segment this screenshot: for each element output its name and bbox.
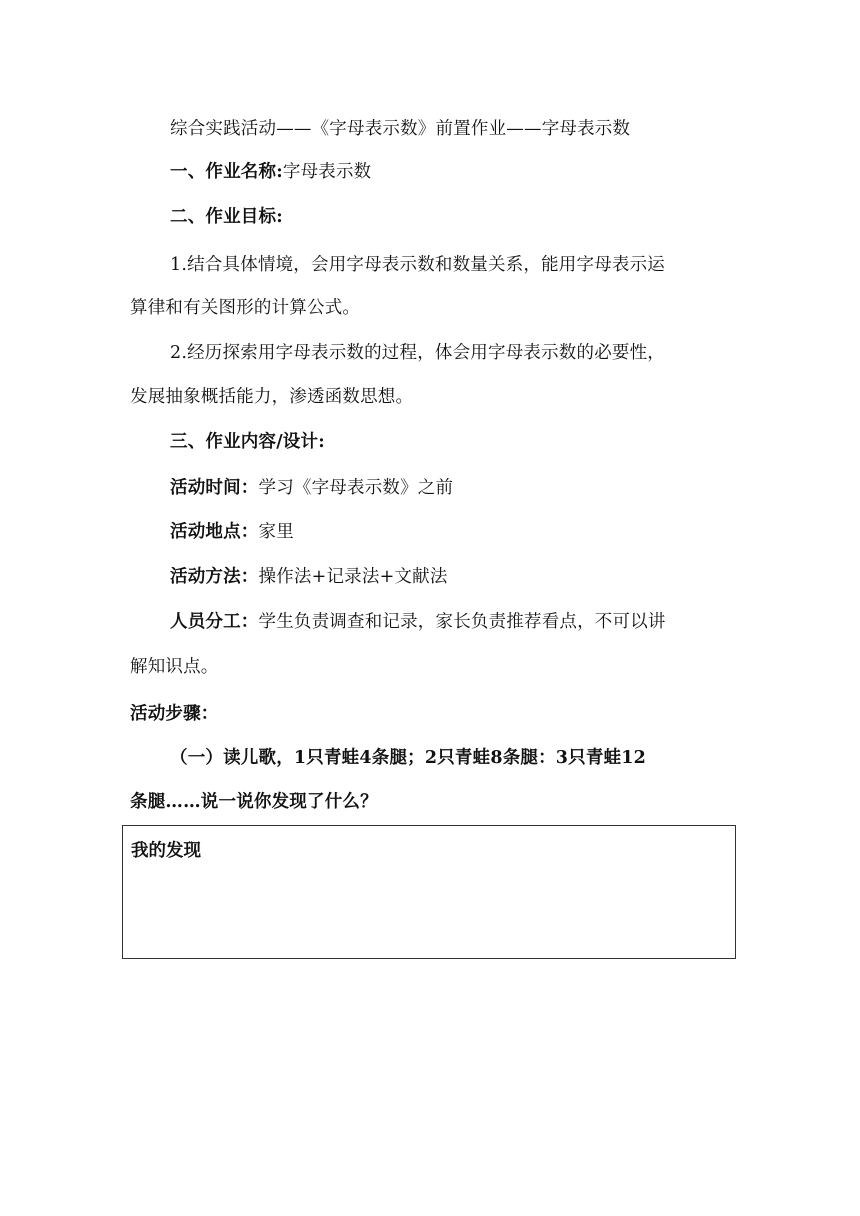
goal-1-line-1: 1.结合具体情境，会用字母表示数和数量关系，能用字母表示运	[170, 255, 665, 275]
goal-1-line-2: 算律和有关图形的计算公式。	[130, 298, 361, 318]
activity-method-label: 活动方法：	[170, 567, 259, 587]
steps-heading: 活动步骤：	[130, 704, 219, 724]
discovery-answer-box[interactable]	[122, 825, 736, 959]
staff-assignment	[170, 610, 666, 634]
goal-2-line-1: 2.经历探索用字母表示数的过程，体会用字母表示数的必要性，	[170, 343, 665, 363]
activity-place	[170, 520, 294, 544]
activity-time-label: 活动时间：	[170, 478, 259, 498]
step-1-line-2: 条腿……说一说你发现了什么？	[130, 792, 378, 812]
discovery-box-label: 我的发现	[131, 841, 201, 861]
staff-label: 人员分工：	[170, 612, 259, 632]
step-1-line-1: （一）读儿歌，1只青蛙4条腿；2只青蛙8条腿：3只青蛙12	[170, 748, 647, 768]
activity-method	[170, 565, 448, 589]
staff-value-line-2: 解知识点。	[130, 657, 219, 677]
section-work-name-heading: 一、作业名称:	[170, 162, 283, 182]
activity-place-value: 家里	[258, 522, 294, 542]
activity-place-label: 活动地点：	[170, 522, 259, 542]
section-content-heading: 三、作业内容/设计:	[170, 432, 325, 452]
section-work-name-text: 字母表示数	[282, 162, 372, 182]
section-work-name	[170, 160, 371, 184]
activity-time-value: 学习《字母表示数》之前	[258, 478, 454, 498]
document-title: 综合实践活动——《字母表示数》前置作业——字母表示数	[170, 119, 631, 139]
section-goals-heading: 二、作业目标:	[170, 207, 283, 227]
goal-2-line-2: 发展抽象概括能力，渗透函数思想。	[130, 387, 414, 407]
staff-value-line-1: 学生负责调查和记录，家长负责推荐看点，不可以讲	[258, 612, 666, 632]
activity-time	[170, 476, 453, 500]
activity-method-value: 操作法+记录法+文献法	[258, 567, 448, 587]
